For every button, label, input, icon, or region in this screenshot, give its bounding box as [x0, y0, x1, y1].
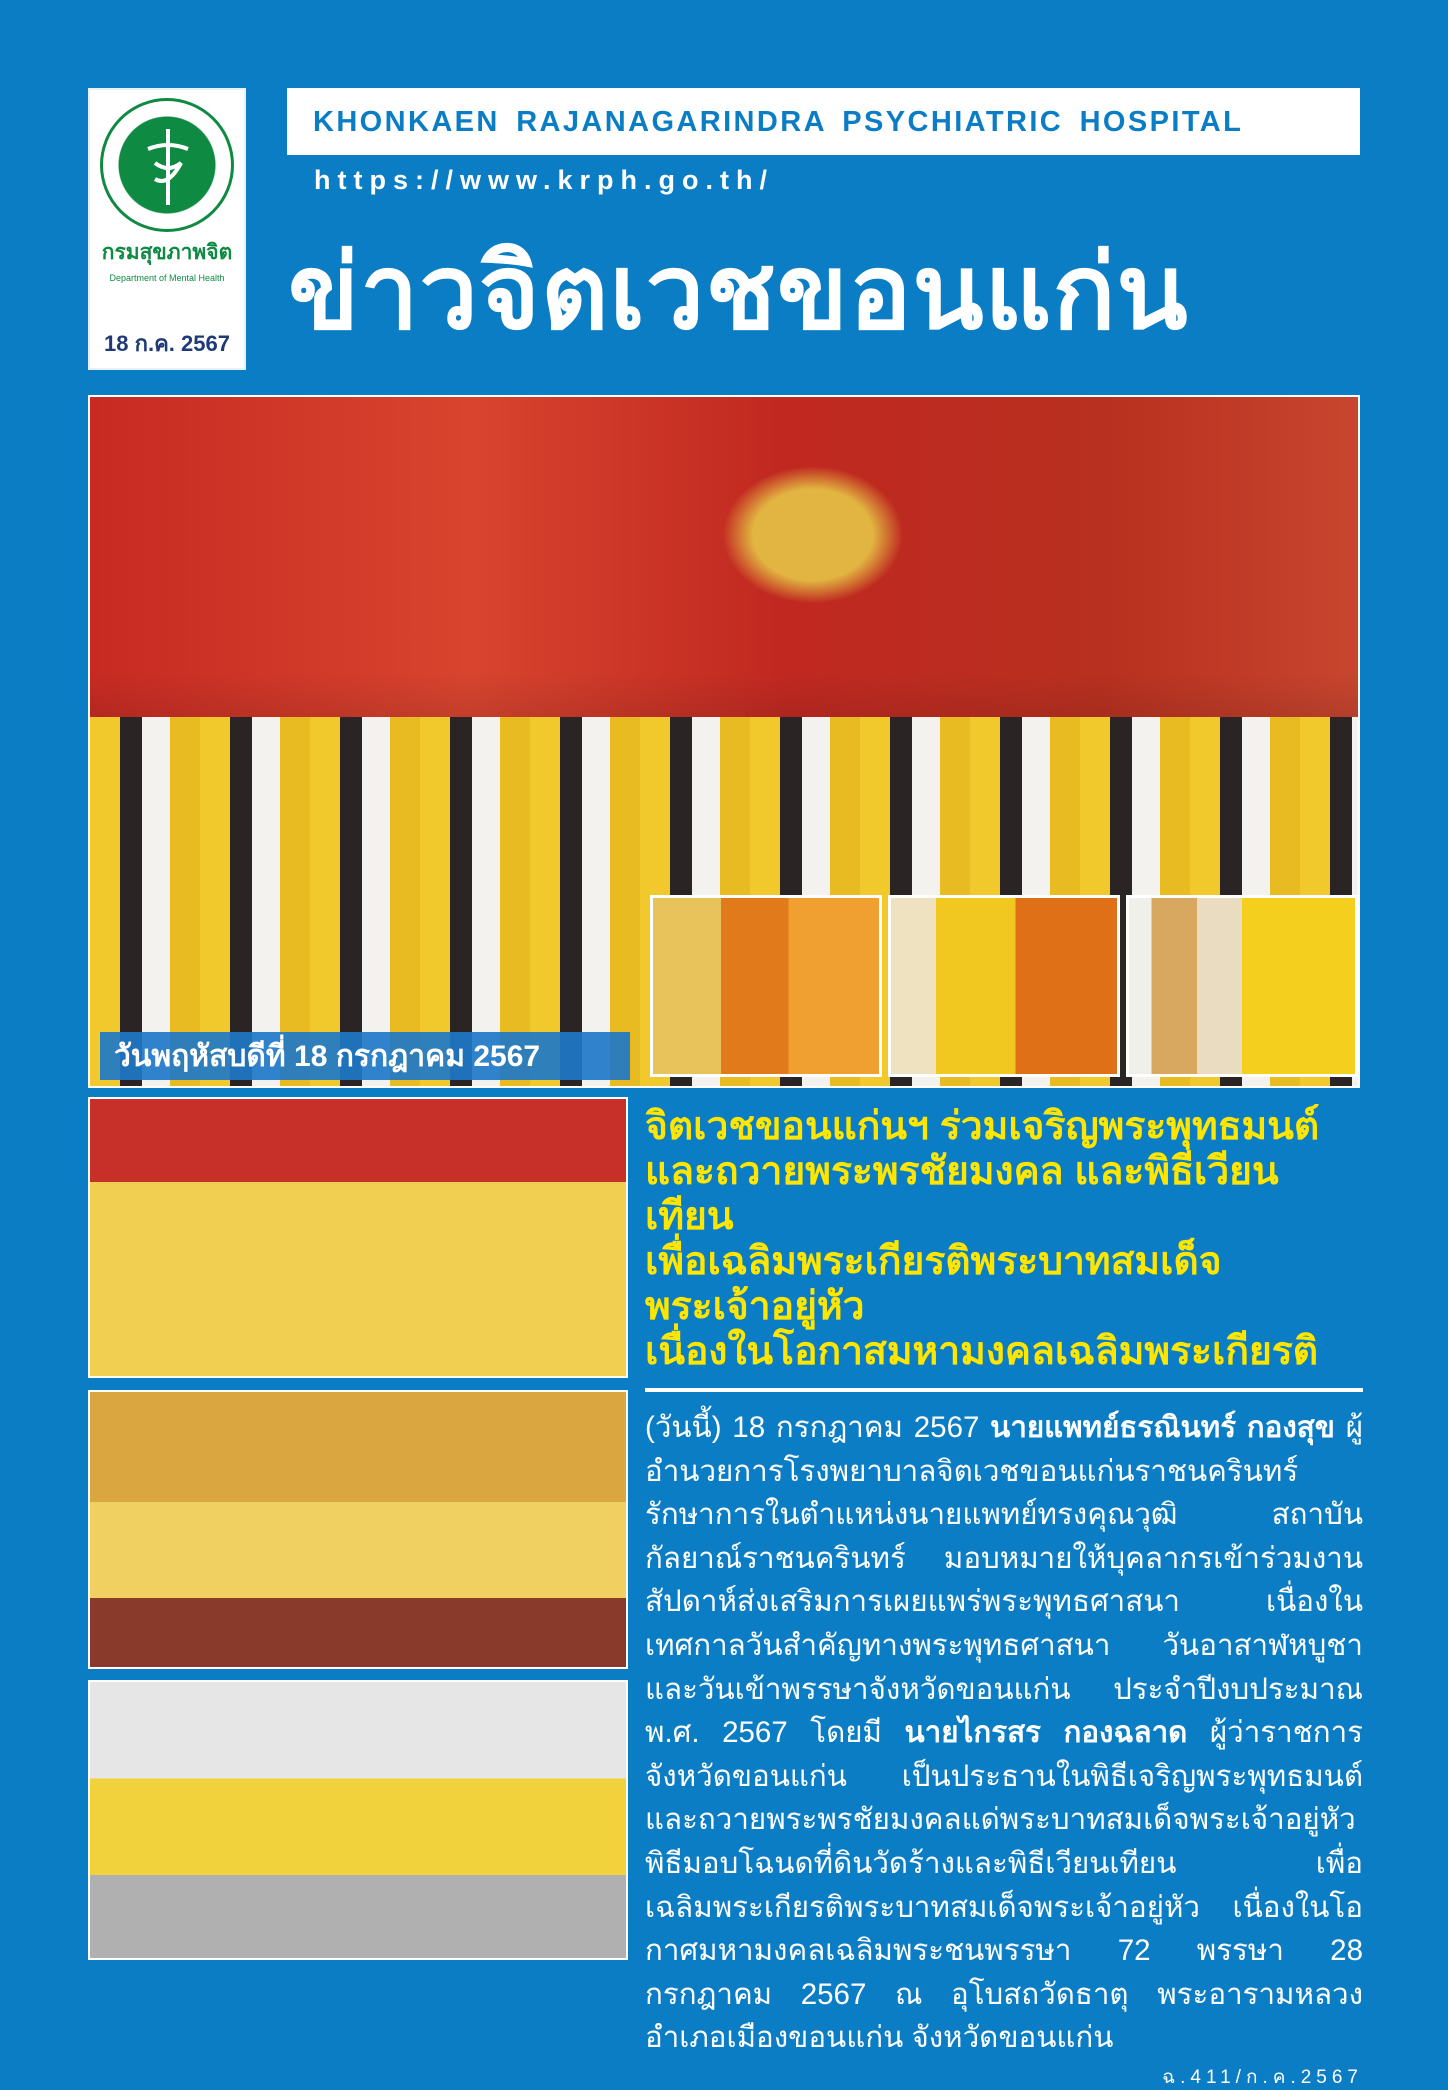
body-text: (วันนี้) 18 กรกฎาคม 2567 — [645, 1411, 991, 1444]
ministry-seal-icon — [100, 98, 234, 232]
headline-line: จิตเวชขอนแก่นฯ ร่วมเจริญพระพุทธมนต์ — [645, 1105, 1320, 1148]
person-name: นายแพทย์ธรณินทร์ กองสุข — [990, 1411, 1335, 1444]
headline-line: และถวายพระพรชัยมงคล และพิธีเวียนเทียน — [645, 1150, 1279, 1238]
hospital-name-bar — [287, 88, 1360, 155]
photo-staff-banner — [88, 1390, 628, 1669]
person-name: นายไกรสร กองฉลาด — [904, 1716, 1188, 1750]
event-date-label: วันพฤหัสบดีที่ 18 กรกฎาคม 2567 — [100, 1032, 630, 1080]
body-text: ผู้อำนวยการโรงพยาบาลจิตเวชขอนแก่นราชนครินทร์ รักษาการในตำแหน่งนายแพทย์ทรงคุณวุฒิ สถาบันกัลยาณ์ราชนครินทร์ มอบหมายให้บุคลากรเข้าร่วมงานสัปดาห์ส่งเสริมการเผยแพร่พระพุทธศาสนา เนื่องในเทศกาลวันสำคัญทางพระพุทธศาสนา วันอาสาฬหบูชาและวันเข้าพรรษาจังหวัดขอนแก่น ประจำปีงบประมาณ พ.ศ. 2567 โดยมี — [645, 1411, 1363, 1750]
main-ceremony-photo — [88, 395, 1360, 1088]
inset-photo-monks — [650, 895, 882, 1077]
inset-photo-staff — [1126, 895, 1358, 1077]
article-body — [645, 1406, 1363, 2060]
dept-name-thai: กรมสุขภาพจิต — [101, 241, 233, 264]
website-url[interactable]: https://www.krph.go.th/ — [314, 165, 774, 195]
masthead-title: ข่าวจิตเวชขอนแก่น — [288, 235, 1189, 351]
reference-code: ฉ.411/ก.ค.2567 — [1162, 2066, 1363, 2088]
photo-candle-procession — [88, 1680, 628, 1960]
headline-line: เนื่องในโอกาสมหามงคลเฉลิมพระเกียรติ — [645, 1330, 1319, 1373]
ministry-logo — [88, 88, 246, 370]
dept-name-english: Department of Mental Health — [109, 273, 225, 283]
divider — [645, 1388, 1363, 1392]
body-text: ผู้ว่าราชการจังหวัดขอนแก่น เป็นประธานในพิธีเจริญพระพุทธมนต์และถวายพระพรชัยมงคลแด่พระบาทสมเด็จพระเจ้าอยู่หัว พิธีมอบโฉนดที่ดินวัดร้างและพิธีเวียนเทียน เพื่อเฉลิมพระเกียรติพระบาทสมเด็จพระเจ้าอยู่หัว เนื่องในโอกาศมหามงคลเฉลิมพระชนพรรษา 72 พรรษา 28 กรกฎาคม 2567 ณ อุโบสถวัดธาตุ พระอารามหลวง อำเภอเมืองขอนแก่น จังหวัดขอนแก่น — [645, 1716, 1363, 2055]
article-column — [645, 1104, 1363, 2090]
hospital-name: KHONKAEN RAJANAGARINDRA PSYCHIATRIC HOSPITAL — [313, 105, 1244, 138]
inset-photo-officials — [888, 895, 1120, 1077]
photo-seated-officials — [88, 1097, 628, 1378]
article-headline — [645, 1104, 1363, 1374]
issue-date: 18 ก.ค. 2567 — [104, 331, 230, 356]
headline-line: เพื่อเฉลิมพระเกียรติพระบาทสมเด็จพระเจ้าอยู่หัว — [645, 1240, 1222, 1328]
